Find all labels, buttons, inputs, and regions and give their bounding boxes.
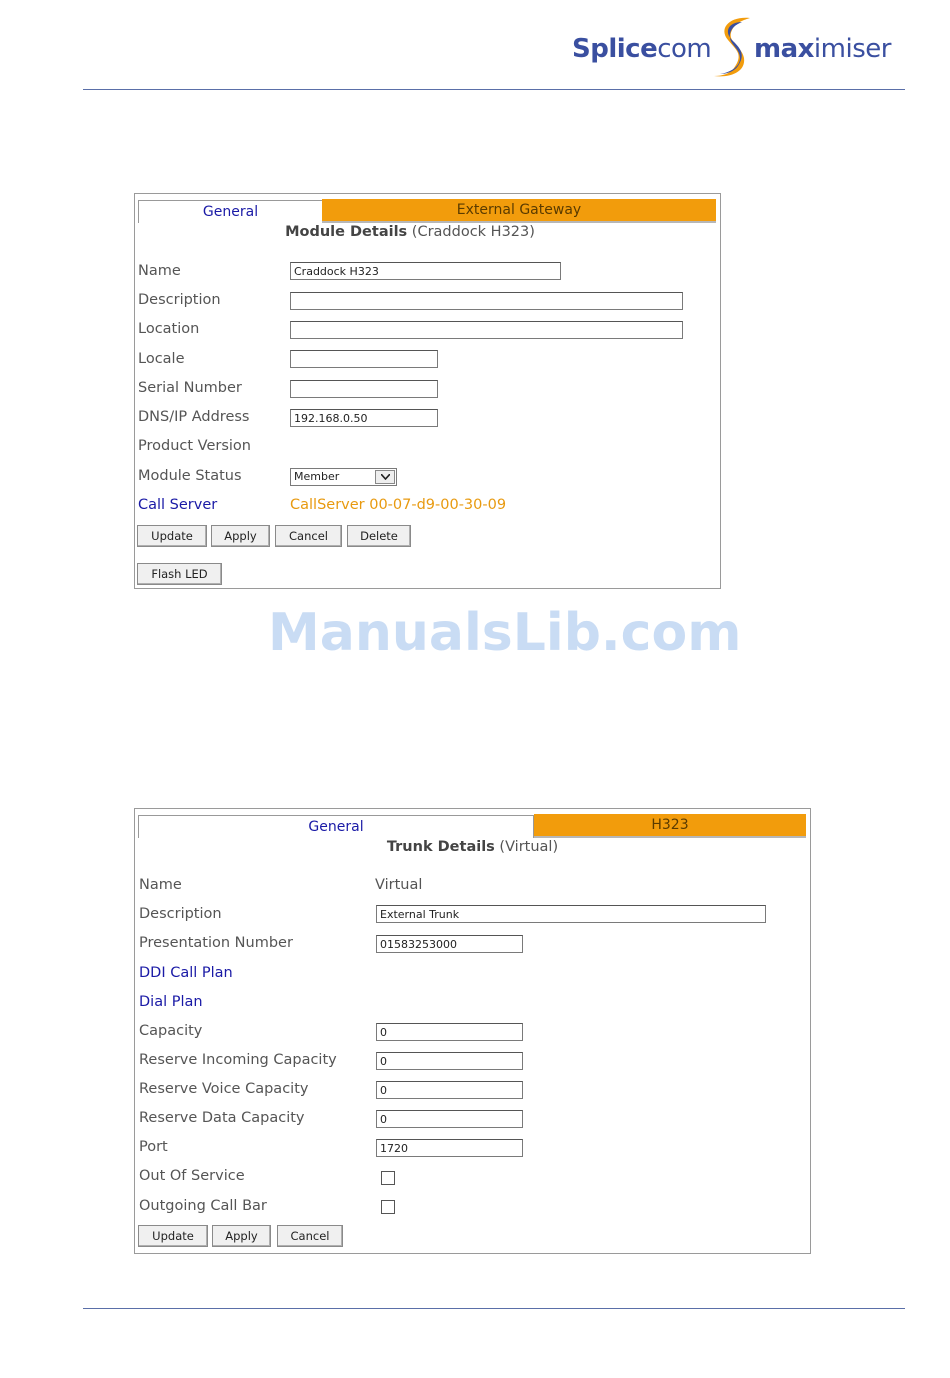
outgoing-call-bar-checkbox[interactable] [381,1200,395,1214]
trunk-details-title [135,839,810,855]
dial-plan-link[interactable]: Dial Plan [139,994,203,1010]
logo-splice-text: Splice [572,34,658,64]
dns-ip-label: DNS/IP Address [138,409,250,425]
cancel-button[interactable]: Cancel [277,1225,343,1247]
apply-button[interactable]: Apply [211,525,270,547]
module-status-label: Module Status [138,468,242,484]
title-suffix: (Virtual) [499,839,559,855]
reserve-data-input[interactable]: 0 [376,1110,523,1128]
port-input[interactable]: 1720 [376,1139,523,1157]
logo-splicecom [572,34,711,64]
reserve-incoming-input[interactable]: 0 [376,1052,523,1070]
name-label: Name [138,263,181,279]
description-input[interactable]: External Trunk [376,905,766,923]
description-label: Description [138,292,221,308]
reserve-voice-input[interactable]: 0 [376,1081,523,1099]
presentation-number-label: Presentation Number [139,935,293,951]
flash-led-button[interactable]: Flash LED [137,563,222,585]
module-status-value: Member [294,470,340,483]
dns-ip-input[interactable]: 192.168.0.50 [290,409,438,427]
locale-label: Locale [138,351,185,367]
header-rule [83,89,905,90]
chevron-down-icon[interactable] [375,470,395,484]
manualslib-watermark: ManualsLib.com [268,603,742,663]
title-bold: Trunk Details [386,839,495,855]
title-suffix: (Craddock H323) [411,224,535,240]
tab-general[interactable]: General [138,815,534,838]
apply-button[interactable]: Apply [212,1225,271,1247]
delete-button[interactable]: Delete [347,525,411,547]
title-bold: Module Details [285,224,408,240]
splicecom-maximiser-logo [570,14,905,80]
call-server-value: CallServer 00-07-d9-00-30-09 [290,497,507,513]
product-version-label: Product Version [138,438,251,454]
name-input[interactable]: Craddock H323 [290,262,561,280]
reserve-incoming-label: Reserve Incoming Capacity [139,1052,337,1068]
out-of-service-checkbox[interactable] [381,1171,395,1185]
name-label: Name [139,877,182,893]
logo-com-text: com [657,34,712,64]
module-details-title [135,224,685,240]
serial-number-input[interactable] [290,380,438,398]
tab-general[interactable]: General [138,200,323,223]
cancel-button[interactable]: Cancel [275,525,342,547]
reserve-data-label: Reserve Data Capacity [139,1110,305,1126]
update-button[interactable]: Update [138,1225,208,1247]
module-status-select[interactable] [290,468,397,486]
ddi-call-plan-link[interactable]: DDI Call Plan [139,965,233,981]
call-server-link[interactable]: Call Server [138,497,218,513]
logo-swoosh-icon [710,14,758,80]
update-button[interactable]: Update [137,525,207,547]
presentation-number-input[interactable]: 01583253000 [376,935,523,953]
port-label: Port [139,1139,168,1155]
out-of-service-label: Out Of Service [139,1168,245,1184]
module-details-panel [134,193,721,589]
name-value: Virtual [375,877,423,893]
footer-rule [83,1308,905,1309]
location-label: Location [138,321,200,337]
serial-number-label: Serial Number [138,380,242,396]
tab-h323[interactable]: H323 [534,814,806,838]
logo-maximiser [754,34,891,64]
trunk-details-panel [134,808,811,1254]
description-label: Description [139,906,222,922]
reserve-voice-label: Reserve Voice Capacity [139,1081,309,1097]
location-input[interactable] [290,321,683,339]
capacity-label: Capacity [139,1023,203,1039]
outgoing-call-bar-label: Outgoing Call Bar [139,1198,267,1214]
tab-external-gateway[interactable]: External Gateway [322,199,716,223]
locale-input[interactable] [290,350,438,368]
description-input[interactable] [290,292,683,310]
logo-imiser-text: imiser [813,34,891,64]
capacity-input[interactable]: 0 [376,1023,523,1041]
logo-max-text: max [754,34,814,64]
